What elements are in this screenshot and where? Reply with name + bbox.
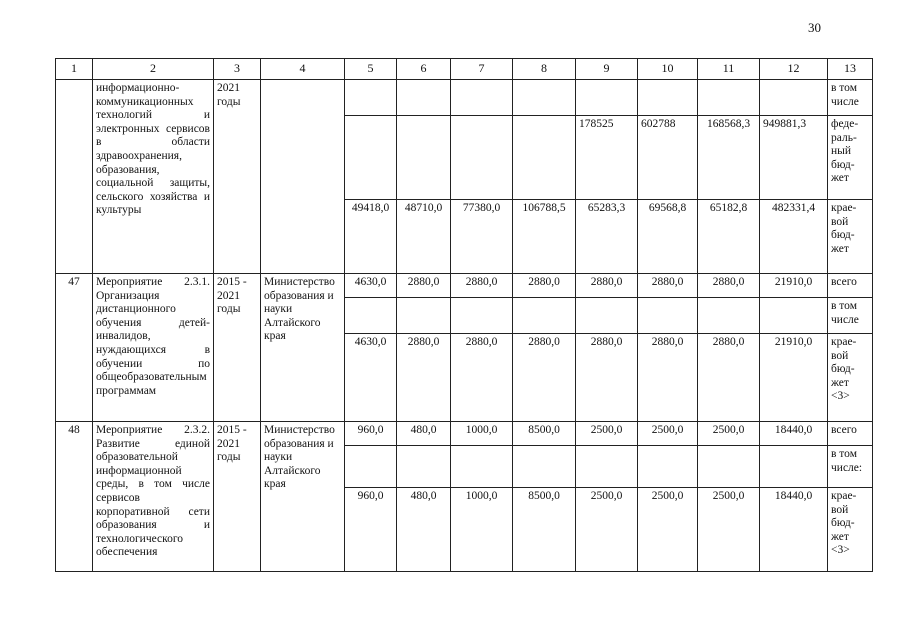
value-cell: 21910,0 (760, 334, 828, 422)
value-cell: 2500,0 (698, 488, 760, 572)
header-cell: 10 (638, 59, 698, 80)
funding-source-cell: феде-раль-ный бюд-жет (828, 116, 873, 200)
value-cell: 2880,0 (451, 274, 513, 298)
item-number-cell (56, 80, 93, 274)
value-cell (451, 298, 513, 334)
value-cell (345, 446, 397, 488)
header-cell: 11 (698, 59, 760, 80)
value-cell: 77380,0 (451, 200, 513, 274)
item-name-cell: Мероприятие 2.3.2. Развитие единой образовательной информационной среды, в том числе сервисов корпоративной сети образования и технологического обеспечения (93, 422, 214, 572)
value-cell: 18440,0 (760, 422, 828, 446)
header-cell: 3 (214, 59, 261, 80)
value-cell: 4630,0 (345, 334, 397, 422)
value-cell (698, 298, 760, 334)
value-cell: 4630,0 (345, 274, 397, 298)
value-cell: 65182,8 (698, 200, 760, 274)
value-cell (451, 446, 513, 488)
value-cell (698, 446, 760, 488)
header-cell: 4 (261, 59, 345, 80)
item-period-cell: 2021 годы (214, 80, 261, 274)
item-name-cell: информационно-коммуникационных технологий и электронных сервисов в области здравоохранения, образования, социальной защиты, сельского хозяйства и культуры (93, 80, 214, 274)
value-cell: 106788,5 (513, 200, 576, 274)
funding-source-cell: крае-вой бюд-жет <3> (828, 334, 873, 422)
value-cell (760, 298, 828, 334)
value-cell: 168568,3 (698, 116, 760, 200)
value-cell (513, 80, 576, 116)
header-cell: 8 (513, 59, 576, 80)
value-cell: 960,0 (345, 488, 397, 572)
value-cell (638, 298, 698, 334)
value-cell: 960,0 (345, 422, 397, 446)
value-cell: 65283,3 (576, 200, 638, 274)
value-cell: 69568,8 (638, 200, 698, 274)
value-cell: 480,0 (397, 488, 451, 572)
header-cell: 9 (576, 59, 638, 80)
value-cell (576, 446, 638, 488)
value-cell: 18440,0 (760, 488, 828, 572)
value-cell (513, 116, 576, 200)
value-cell: 480,0 (397, 422, 451, 446)
value-cell (451, 80, 513, 116)
item-executor-cell: Министерство образования и науки Алтайского края (261, 422, 345, 572)
header-cell: 6 (397, 59, 451, 80)
value-cell (345, 80, 397, 116)
value-cell: 2500,0 (576, 422, 638, 446)
value-cell (638, 446, 698, 488)
value-cell (513, 298, 576, 334)
item-name-cell: Мероприятие 2.3.1. Организация дистанционного обучения детей-инвалидов, нуждающихся в обучении по общеобразовательным программам (93, 274, 214, 422)
table-row (56, 274, 873, 298)
value-cell: 2880,0 (576, 334, 638, 422)
table-row (56, 422, 873, 446)
value-cell: 2500,0 (638, 422, 698, 446)
value-cell: 949881,3 (760, 116, 828, 200)
value-cell: 48710,0 (397, 200, 451, 274)
item-period-cell: 2015 - 2021 годы (214, 274, 261, 422)
page-number: 30 (808, 20, 821, 35)
header-cell: 1 (56, 59, 93, 80)
funding-source-cell: в том числе (828, 298, 873, 334)
value-cell (698, 80, 760, 116)
value-cell: 2500,0 (638, 488, 698, 572)
value-cell (397, 446, 451, 488)
value-cell: 2880,0 (397, 334, 451, 422)
funding-source-cell: в том числе: (828, 446, 873, 488)
value-cell: 2500,0 (698, 422, 760, 446)
value-cell: 1000,0 (451, 422, 513, 446)
item-period-cell: 2015 - 2021 годы (214, 422, 261, 572)
value-cell: 2880,0 (451, 334, 513, 422)
value-cell (451, 116, 513, 200)
funding-source-cell: всего (828, 422, 873, 446)
value-cell: 482331,4 (760, 200, 828, 274)
value-cell: 2880,0 (638, 334, 698, 422)
value-cell: 1000,0 (451, 488, 513, 572)
value-cell: 2880,0 (698, 274, 760, 298)
value-cell (760, 80, 828, 116)
value-cell: 8500,0 (513, 422, 576, 446)
value-cell: 8500,0 (513, 488, 576, 572)
value-cell: 602788 (638, 116, 698, 200)
value-cell: 49418,0 (345, 200, 397, 274)
value-cell (576, 298, 638, 334)
header-cell: 7 (451, 59, 513, 80)
funding-source-cell: крае-вой бюд-жет <3> (828, 488, 873, 572)
value-cell: 2880,0 (513, 334, 576, 422)
value-cell (576, 80, 638, 116)
value-cell (760, 446, 828, 488)
value-cell (397, 80, 451, 116)
value-cell (638, 80, 698, 116)
value-cell (513, 446, 576, 488)
value-cell: 2880,0 (513, 274, 576, 298)
value-cell (345, 298, 397, 334)
funding-source-cell: всего (828, 274, 873, 298)
table-row (56, 80, 873, 116)
funding-source-cell: в том числе (828, 80, 873, 116)
header-row (56, 59, 873, 80)
item-executor-cell: Министерство образования и науки Алтайского края (261, 274, 345, 422)
value-cell (397, 298, 451, 334)
header-cell: 2 (93, 59, 214, 80)
value-cell: 2880,0 (698, 334, 760, 422)
value-cell: 21910,0 (760, 274, 828, 298)
value-cell: 2880,0 (576, 274, 638, 298)
funding-source-cell: крае-вой бюд-жет (828, 200, 873, 274)
value-cell: 2880,0 (638, 274, 698, 298)
value-cell (397, 116, 451, 200)
item-number-cell: 48 (56, 422, 93, 572)
value-cell (345, 116, 397, 200)
value-cell: 178525 (576, 116, 638, 200)
value-cell: 2880,0 (397, 274, 451, 298)
header-cell: 5 (345, 59, 397, 80)
budget-table (55, 58, 873, 572)
header-cell: 12 (760, 59, 828, 80)
header-cell: 13 (828, 59, 873, 80)
value-cell: 2500,0 (576, 488, 638, 572)
item-executor-cell (261, 80, 345, 274)
item-number-cell: 47 (56, 274, 93, 422)
